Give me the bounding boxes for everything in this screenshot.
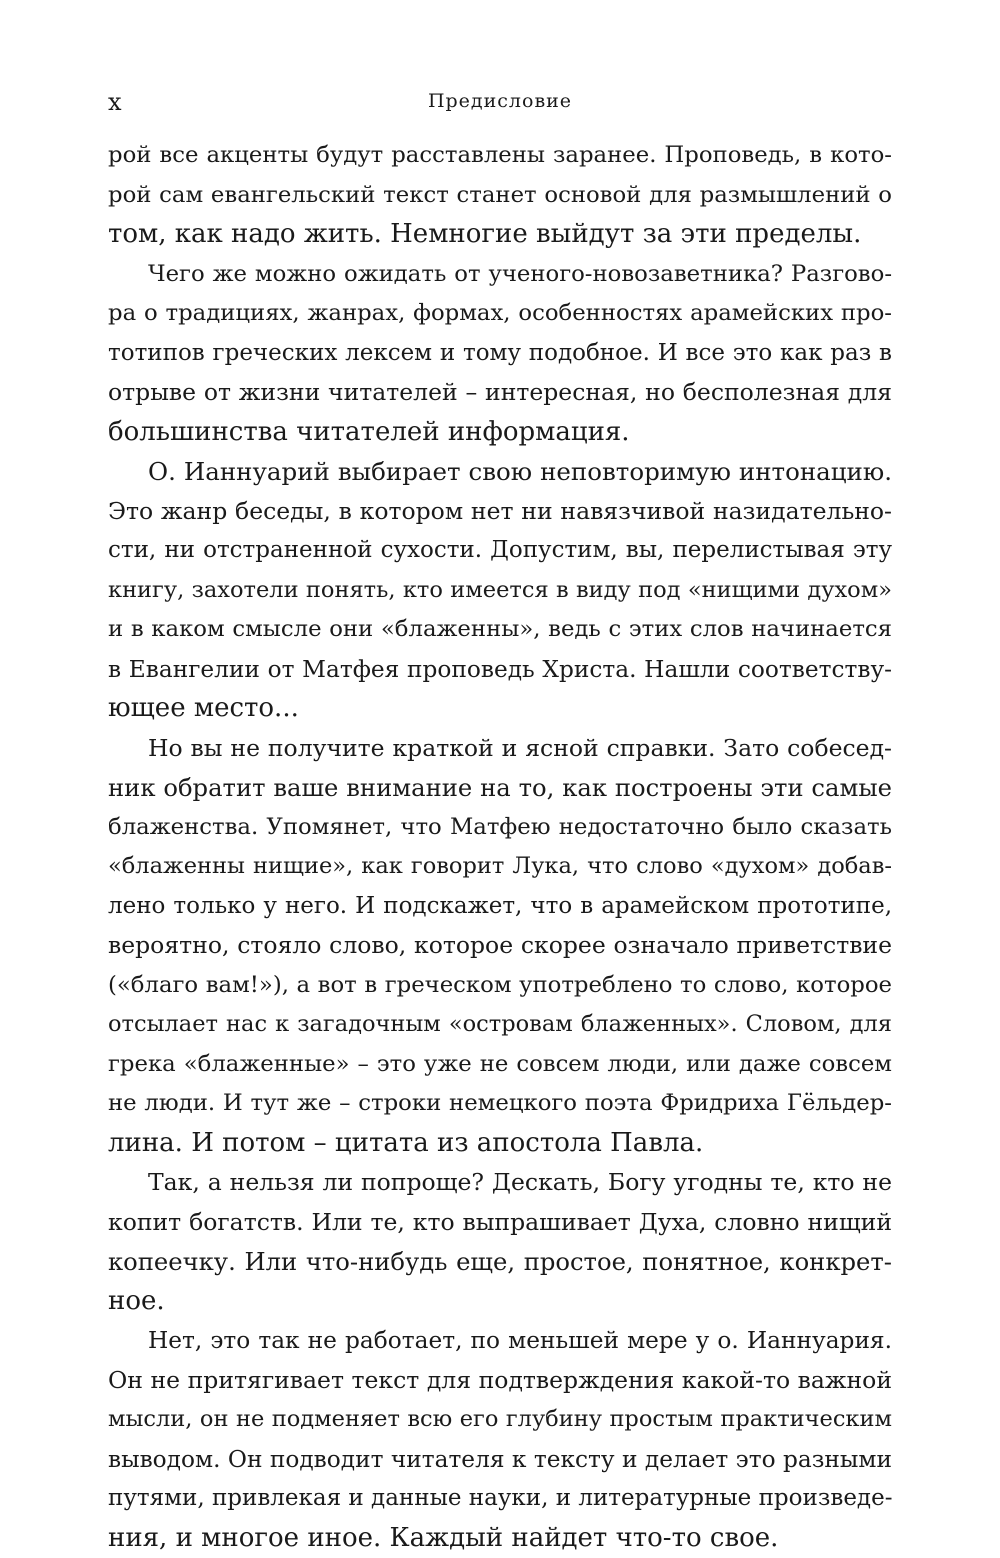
book-page: [108, 84, 892, 1558]
text-line: рой сам евангельский текст станет основой для размышлений о: [108, 176, 892, 216]
text-line: ное.: [108, 1282, 892, 1322]
text-line: («благо вам!»), а вот в греческом употреблено то слово, которое: [108, 966, 892, 1006]
text-line: книгу, захотели понять, кто имеется в виду под «нищими духом»: [108, 571, 892, 611]
text-line: тотипов греческих лексем и тому подобное. И все это как раз в: [108, 334, 892, 374]
text-line: Так, а нельзя ли попроще? Дескать, Богу угодны те, кто не: [108, 1163, 892, 1203]
text-line: лина. И потом – цитата из апостола Павла.: [108, 1124, 892, 1164]
text-line: ник обратит ваше внимание на то, как построены эти самые: [108, 768, 892, 808]
text-line: «блаженны нищие», как говорит Лука, что слово «духом» добав-: [108, 847, 892, 887]
text-line: путями, привлекая и данные науки, и литературные произведе-: [108, 1479, 892, 1519]
text-line: мысли, он не подменяет всю его глубину простым практическим: [108, 1400, 892, 1440]
text-line: Чего же можно ожидать от ученого-новозаветника? Разгово-: [108, 255, 892, 295]
paragraph: [108, 452, 892, 729]
text-line: не люди. И тут же – строки немецкого поэта Фридриха Гёльдер-: [108, 1084, 892, 1124]
paragraph: [108, 255, 892, 453]
paragraph: [108, 1321, 892, 1558]
text-line: блаженства. Упомянет, что Матфею недостаточно было сказать: [108, 808, 892, 848]
body-text: [108, 136, 892, 1558]
text-line: Он не притягивает текст для подтверждения какой-то важной: [108, 1361, 892, 1401]
text-line: рой все акценты будут расставлены заранее. Проповедь, в кото-: [108, 136, 892, 176]
text-line: копит богатств. Или те, кто выпрашивает Духа, словно нищий: [108, 1203, 892, 1243]
text-line: сти, ни отстраненной сухости. Допустим, вы, перелистывая эту: [108, 531, 892, 571]
text-line: О. Ианнуарий выбирает свою неповторимую интонацию.: [108, 452, 892, 492]
text-line: ния, и многое иное. Каждый найдет что-то свое.: [108, 1519, 892, 1558]
text-line: Это жанр беседы, в котором нет ни навязчивой назидательно-: [108, 492, 892, 532]
text-line: отсылает нас к загадочным «островам блаженных». Словом, для: [108, 1005, 892, 1045]
text-line: в Евангелии от Матфея проповедь Христа. Нашли соответству-: [108, 650, 892, 690]
text-line: выводом. Он подводит читателя к тексту и делает это разными: [108, 1440, 892, 1480]
text-line: ющее место...: [108, 689, 892, 729]
text-line: лено только у него. И подскажет, что в арамейском прототипе,: [108, 887, 892, 927]
text-line: том, как надо жить. Немногие выйдут за эти пределы.: [108, 215, 892, 255]
text-line: грека «блаженные» – это уже не совсем люди, или даже совсем: [108, 1045, 892, 1085]
paragraph: [108, 729, 892, 1164]
running-head: [108, 84, 892, 120]
paragraph: [108, 136, 892, 255]
paragraph: [108, 1163, 892, 1321]
text-line: ра о традициях, жанрах, формах, особенностях арамейских про-: [108, 294, 892, 334]
page-number: x: [108, 88, 122, 116]
text-line: большинства читателей информация.: [108, 413, 892, 453]
text-line: Но вы не получите краткой и ясной справки. Зато собесед-: [108, 729, 892, 769]
text-line: вероятно, стояло слово, которое скорее означало приветствие: [108, 926, 892, 966]
text-line: отрыве от жизни читателей – интересная, но бесполезная для: [108, 373, 892, 413]
text-line: Нет, это так не работает, по меньшей мере у о. Ианнуария.: [108, 1321, 892, 1361]
text-line: копеечку. Или что-нибудь еще, простое, понятное, конкрет-: [108, 1242, 892, 1282]
section-title: Предисловие: [108, 90, 892, 112]
text-line: и в каком смысле они «блаженны», ведь с этих слов начинается: [108, 610, 892, 650]
